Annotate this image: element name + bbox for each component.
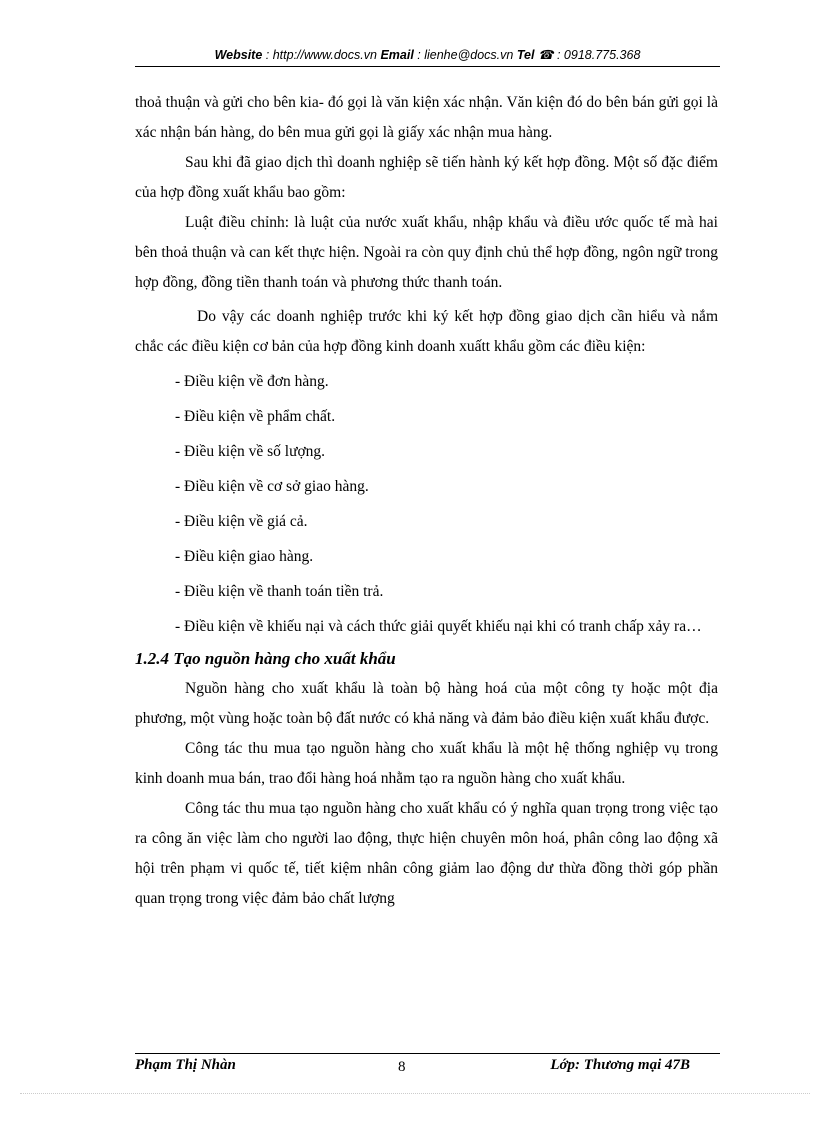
- section-heading: 1.2.4 Tạo nguồn hàng cho xuất khẩu: [135, 649, 396, 668]
- email-value: : lienhe@docs.vn: [417, 48, 514, 62]
- website-label: Website: [214, 48, 263, 62]
- tel-label: Tel: [516, 48, 535, 62]
- paragraph-4: Do vậy các doanh nghiệp trước khi ký kết hợp đồng giao dịch cần hiểu và nắm chắc các điều kiện cơ bản của hợp đồng kinh doanh xuấtt khẩu gồm các điều kiện:: [135, 308, 718, 355]
- page-body: [135, 88, 718, 914]
- page-header: [135, 47, 720, 62]
- list-item: - Điều kiện về khiếu nại và cách thức giải quyết khiếu nại khi có tranh chấp xảy ra…: [175, 618, 702, 635]
- page-number: 8: [398, 1059, 406, 1075]
- paragraph-3: Luật điều chỉnh: là luật của nước xuất khẩu, nhập khẩu và điều ước quốc tế mà hai bên thoả thuận và can kết thực hiện. Ngoài ra còn quy định chủ thể hợp đồng, ngôn ngữ trong hợp đồng, đồng tiền thanh toán và phương thức thanh toán.: [135, 214, 718, 291]
- tel-value: ☎ : 0918.775.368: [537, 48, 641, 62]
- page-edge: [20, 1093, 810, 1094]
- paragraph-6: Công tác thu mua tạo nguồn hàng cho xuất khẩu là một hệ thống nghiệp vụ trong kinh doanh mua bán, trao đổi hàng hoá nhằm tạo ra nguồn hàng cho xuất khẩu.: [135, 740, 718, 787]
- paragraph-5: Nguồn hàng cho xuất khẩu là toàn bộ hàng hoá của một công ty hoặc một địa phương, một vùng hoặc toàn bộ đất nước có khả năng và đảm bảo điều kiện xuất khẩu được.: [135, 680, 718, 727]
- paragraph-1: thoả thuận và gửi cho bên kia- đó gọi là văn kiện xác nhận. Văn kiện đó do bên bán gửi gọi là xác nhận bán hàng, do bên mua gửi gọi là giấy xác nhận mua hàng.: [135, 94, 718, 141]
- paragraph-2: Sau khi đã giao dịch thì doanh nghiệp sẽ tiến hành ký kết hợp đồng. Một số đặc điểm của hợp đồng xuất khẩu bao gồm:: [135, 154, 718, 201]
- class-label: Lớp: Thương mại 47B: [550, 1057, 690, 1073]
- list-item: - Điều kiện về phẩm chất.: [175, 408, 336, 425]
- header-divider: [135, 66, 720, 67]
- list-item: - Điều kiện về thanh toán tiền trả.: [175, 583, 384, 600]
- list-item: - Điều kiện giao hàng.: [175, 548, 314, 565]
- author-name: Phạm Thị Nhàn: [135, 1057, 236, 1073]
- paragraph-7: Công tác thu mua tạo nguồn hàng cho xuất khẩu có ý nghĩa quan trọng trong việc tạo ra công ăn việc làm cho người lao động, thực hiện chuyên môn hoá, phân công lao động xã hội trên phạm vi quốc tế, tiết kiệm nhân công giảm lao động dư thừa đồng thời góp phần quan trọng trong việc đảm bảo chất lượng: [135, 800, 718, 907]
- list-item: - Điều kiện về giá cả.: [175, 513, 308, 530]
- footer-divider: [135, 1053, 720, 1054]
- list-item: - Điều kiện về đơn hàng.: [175, 373, 329, 390]
- email-label: Email: [380, 48, 414, 62]
- list-item: - Điều kiện về số lượng.: [175, 443, 326, 460]
- website-value: : http://www.docs.vn: [265, 48, 377, 62]
- list-item: - Điều kiện về cơ sở giao hàng.: [175, 478, 369, 495]
